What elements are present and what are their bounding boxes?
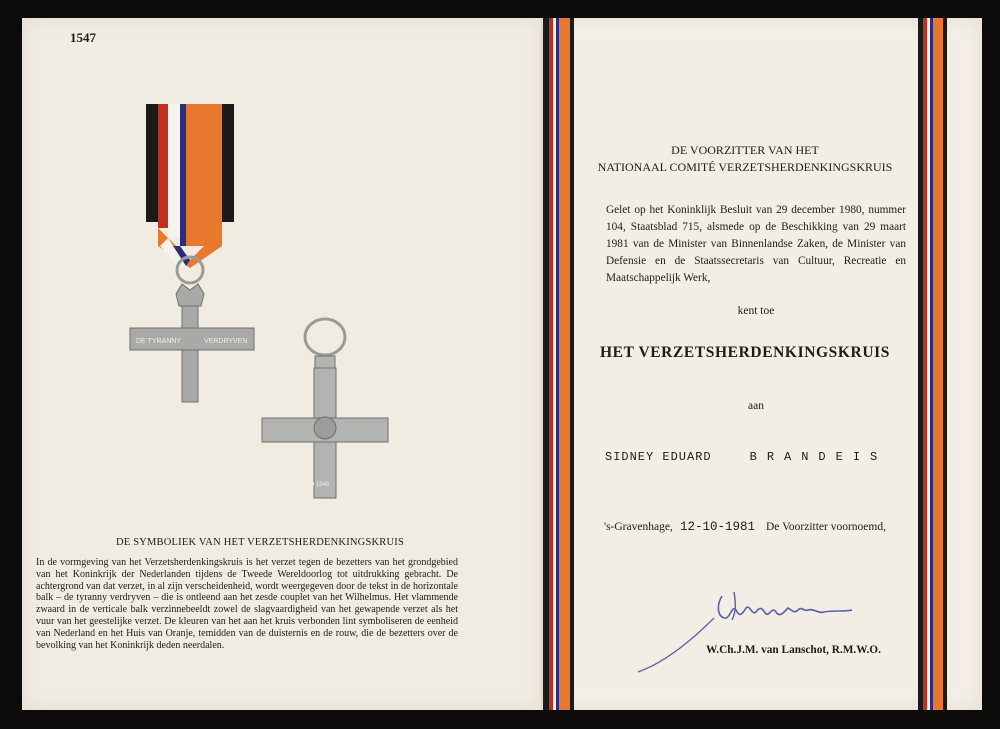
medal-front-text-left: DE TYRANNY <box>136 338 181 345</box>
medal-front <box>130 257 254 402</box>
medal-front-text-right: VERDRYVEN <box>204 338 248 345</box>
place: 's-Gravenhage, <box>604 521 673 533</box>
signature <box>630 584 900 674</box>
signer-name: W.Ch.J.M. van Lanschot, R.M.W.O. <box>706 644 881 656</box>
voorzitter-label: De Voorzitter voornoemd, <box>766 521 886 533</box>
symbolism-title: DE SYMBOLIEK VAN HET VERZETSHERDENKINGSKRUIS <box>115 537 405 548</box>
kent-toe: kent toe <box>737 305 775 317</box>
heading-line1: DE VOORZITTER VAN HET <box>671 143 819 157</box>
heading-line2: NATIONAAL COMITÉ VERZETSHERDENKINGSKRUIS <box>597 160 893 174</box>
medal-back <box>262 319 388 498</box>
recipient-name <box>605 450 887 464</box>
medal-illustration <box>100 82 400 502</box>
symbolism-text: In de vormgeving van het Verzetsherdenkingskruis is het verzet tegen de bezetters van het grondgebied van het Koninkrijk der Nederlanden tijdens de Tweede Wereldoorlog tot uitdrukking gebracht. De achtergrond van dat verzet, in al zijn verscheidenheid, wordt weergegeven door de tekst in de horizontale balk – de tyranny verdryven – die is ontleend aan het zesde couplet van het Wilhelmus. Het vlammende zwaard in de verticale balk verzinnebeeldt zowel de slagvaardigheid van het gewapende verzet als het vuur van het geestelijke verzet. De kleuren van het aan het kruis verbonden lint symboliseren de eenheid van Nederland en het Huis van Oranje, temidden van de duisternis en de rouw, die de bezetters over de bevolking van het Koninkrijk deden neerdalen. <box>36 557 458 651</box>
medal-back-text: 1940 1945 <box>301 482 330 488</box>
aan-label: aan <box>748 400 764 412</box>
recipient-first: SIDNEY EDUARD <box>605 450 712 464</box>
recipient-last: BRANDEIS <box>749 450 888 464</box>
stripe-black-right-2 <box>943 18 947 710</box>
ribbon <box>146 104 234 276</box>
date: 12-10-1981 <box>680 520 756 534</box>
award-title: HET VERZETSHERDENKINGSKRUIS <box>600 344 890 361</box>
stripe-orange-left <box>559 18 570 710</box>
stripe-orange-right <box>933 18 943 710</box>
page-number: 1547 <box>70 30 96 45</box>
stripe-black-left-2 <box>570 18 574 710</box>
decree-body: Gelet op het Koninklijk Besluit van 29 december 1980, nummer 104, Staatsblad 715, alsmede op de Beschikking van 29 maart 1981 van de Minister van Binnenlandse Zaken, de Minister van Defensie en de Staatssecretaris van Cultuur, Recreatie en Maatschappelijk Werk, <box>606 204 906 284</box>
